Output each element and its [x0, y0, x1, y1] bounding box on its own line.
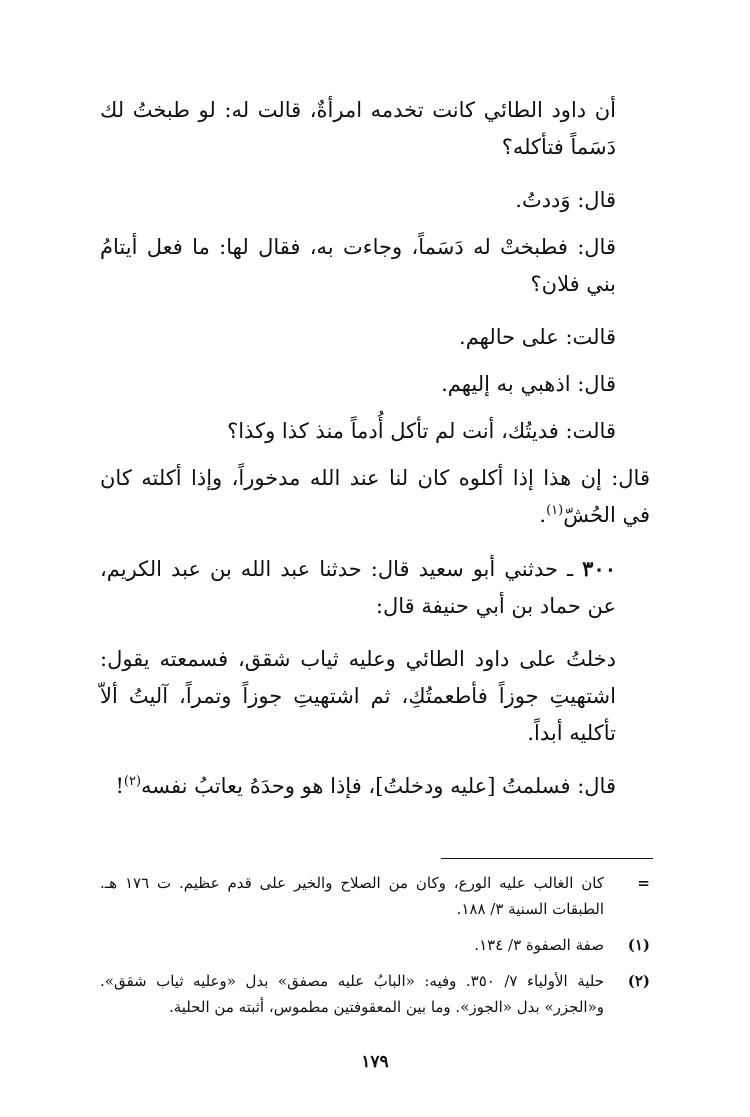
footnote-text: كان الغالب عليه الورع، وكان من الصلاح والخير على قدم عظيم. ت ١٧٦ هـ. الطبقات السنية ٣/ ١٨٨. [100, 874, 605, 918]
paragraph-2-text: قال: وَددتُ. [515, 188, 616, 212]
paragraph-1 [100, 92, 650, 166]
paragraph-2 [100, 182, 650, 219]
paragraph-1-text: أن داود الطائي كانت تخدمه امرأةٌ، قالت له: لو طبختُ لك دَسَماً فتأكله؟ [100, 98, 616, 159]
footnotes [100, 870, 650, 1030]
paragraph-9 [100, 641, 650, 752]
footnote-1 [100, 932, 650, 958]
footnote-divider [441, 858, 653, 859]
paragraph-10-end: ! [115, 774, 124, 798]
footnote-text: صفة الصفوة ٣/ ١٣٤. [474, 936, 604, 954]
main-text [100, 92, 650, 821]
page-number: ١٧٩ [361, 1052, 389, 1072]
paragraph-4 [100, 319, 650, 356]
footnote-continued [100, 870, 650, 922]
paragraph-6 [100, 413, 650, 450]
paragraph-3 [100, 229, 650, 303]
footnote-text: حلية الأولياء ٧/ ٣٥٠. وفيه: «البابُ عليه مصفق» بدل «وعليه ثياب شقق». و«الجزر» بدل «الجوز». وما بين المعقوفتين مطموس، أثبته من الحلية. [100, 972, 604, 1016]
paragraph-8-text: ـ حدثني أبو سعيد قال: حدثنا عبد الله بن عبد الكريم، عن حماد بن أبي حنيفة قال: [100, 557, 616, 618]
paragraph-7-end: . [539, 503, 547, 527]
footnote-mark: (٢) [627, 972, 650, 990]
paragraph-6-text: قالت: فديتُك، أنت لم تأكل أُدماً منذ كذا وكذا؟ [227, 419, 616, 443]
paragraph-5-text: قال: اذهبي به إليهم. [441, 372, 616, 396]
paragraph-7 [100, 460, 650, 534]
paragraph-3-text: قال: فطبختْ له دَسَماً، وجاءت به، فقال لها: ما فعل أيتامُ بني فلان؟ [100, 235, 616, 296]
footnote-ref-2: (٢) [123, 774, 142, 789]
paragraph-9-text: دخلتُ على داود الطائي وعليه ثياب شقق، فسمعته يقول: اشتهيتِ جوزاً فأطعمتُكِ، ثم اشتهيتِ جوزاً وتمراً، آليتُ ألاّ تأكليه أبداً. [100, 647, 616, 745]
footnote-2 [100, 968, 650, 1020]
paragraph-10-text: قال: فسلمتُ [عليه ودخلتُ]، فإذا هو وحدَهُ يعاتبُ نفسه [141, 774, 616, 798]
paragraph-7-text: قال: إن هذا إذا أكلوه كان لنا عند الله مدخوراً، وإذا أكلته كان في الحُشّ [100, 466, 650, 527]
hadith-number: ٣٠٠ [582, 556, 616, 581]
footnote-mark: = [637, 874, 650, 892]
paragraph-4-text: قالت: على حالهم. [459, 325, 616, 349]
footnote-ref-1: (١) [546, 503, 564, 518]
paragraph-10 [100, 768, 650, 805]
paragraph-8 [100, 550, 650, 625]
paragraph-5 [100, 366, 650, 403]
footnote-mark: (١) [627, 936, 650, 954]
